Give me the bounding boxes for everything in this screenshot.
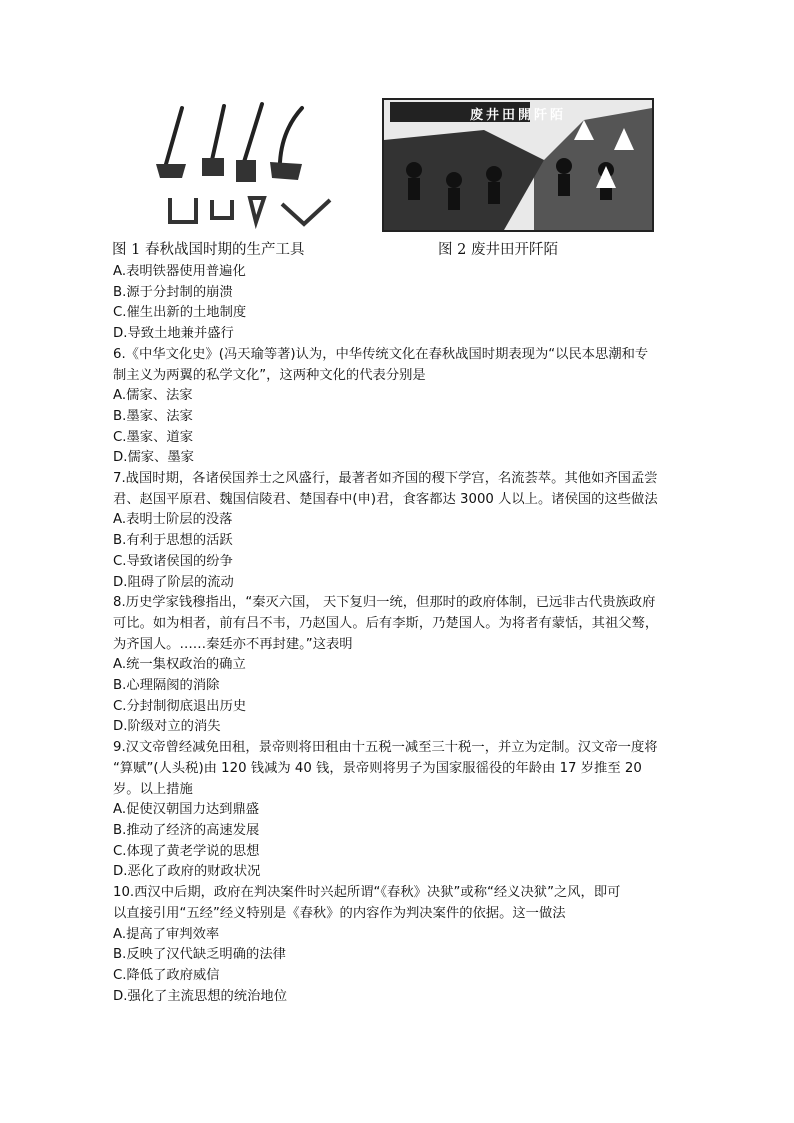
text-line: 6.《中华文化史》(冯天瑜等著)认为，中华传统文化在春秋战国时期表现为“以民本思潮和专 xyxy=(113,346,649,362)
text-line: C.分封制彻底退出历史 xyxy=(113,698,247,714)
text-line: C.体现了黄老学说的思想 xyxy=(113,843,260,859)
text-line: A.表明铁器使用普遍化 xyxy=(113,264,246,279)
figure-2-caption: 图 2 废井田开阡陌 xyxy=(438,242,558,258)
figure-1-tools-illustration xyxy=(152,100,352,232)
text-line: A.统一集权政治的确立 xyxy=(113,657,246,673)
figure-1-caption: 图 1 春秋战国时期的生产工具 xyxy=(112,242,305,258)
text-line: 可比。如为相者，前有吕不韦，乃赵国人。后有李斯，乃楚国人。为将者有蒙恬，其祖父骜， xyxy=(113,615,659,631)
text-line: D.阻碍了阶层的流动 xyxy=(113,574,234,590)
text-line: 岁。以上措施 xyxy=(113,781,193,797)
text-line: C.催生出新的土地制度 xyxy=(113,305,247,321)
text-line: B.推动了经济的高速发展 xyxy=(113,822,260,838)
text-line: 制主义为两翼的私学文化”，这两种文化的代表分别是 xyxy=(113,367,426,383)
figure-row xyxy=(112,92,672,262)
text-line: A.儒家、法家 xyxy=(113,388,193,404)
text-line: D.阶级对立的消失 xyxy=(113,719,221,735)
text-line: “算赋”(人头税)由 120 钱减为 40 钱，景帝则将男子为国家服徭役的年龄由 17 岁推至 20 xyxy=(113,760,642,776)
text-line: 10.西汉中后期，政府在判决案件时兴起所谓“《春秋》决狱”或称“经义决狱”之风，即可 xyxy=(113,885,621,901)
text-line: C.墨家、道家 xyxy=(113,429,193,445)
text-line: C.导致诸侯国的纷争 xyxy=(113,553,233,569)
text-line: 为齐国人。……秦廷亦不再封建。”这表明 xyxy=(113,636,353,652)
text-line: D.恶化了政府的财政状况 xyxy=(113,864,261,880)
figure-2-banner-text: 废井田開阡陌 xyxy=(469,108,566,123)
text-line: 9.汉文帝曾经减免田租，景帝则将田租由十五税一减至三十税一，并立为定制。汉文帝一度将 xyxy=(113,740,658,756)
text-line: 君、赵国平原君、魏国信陵君、楚国春中(申)君，食客都达 3000 人以上。诸侯国的这些做法 xyxy=(113,491,658,507)
text-line: B.心理隔阂的消除 xyxy=(113,678,220,694)
text-line: 8.历史学家钱穆指出，“秦灭六国， 天下复归一统，但那时的政府体制，已远非古代贵族政府 xyxy=(113,595,656,611)
text-line: A.表明士阶层的没落 xyxy=(113,512,233,528)
question-text xyxy=(113,262,683,1007)
text-line: D.儒家、墨家 xyxy=(113,450,194,466)
text-line: C.降低了政府威信 xyxy=(113,967,220,983)
text-line: 以直接引用“五经”经义特别是《春秋》的内容作为判决案件的依据。这一做法 xyxy=(113,905,566,921)
text-line: A.促使汉朝国力达到鼎盛 xyxy=(113,802,260,818)
text-line: 7.战国时期，各诸侯国养士之风盛行，最著者如齐国的稷下学宫，名流荟萃。其他如齐国孟尝 xyxy=(113,471,658,487)
text-line: B.有利于思想的活跃 xyxy=(113,533,233,549)
figure-2-woodcut-illustration xyxy=(382,98,654,232)
text-line: B.反映了汉代缺乏明确的法律 xyxy=(113,947,286,963)
text-line: B.源于分封制的崩溃 xyxy=(113,284,233,300)
text-line: B.墨家、法家 xyxy=(113,408,193,424)
text-line: D.导致土地兼并盛行 xyxy=(113,326,234,342)
text-line: A.提高了审判效率 xyxy=(113,926,220,942)
text-line: D.强化了主流思想的统治地位 xyxy=(113,988,288,1004)
